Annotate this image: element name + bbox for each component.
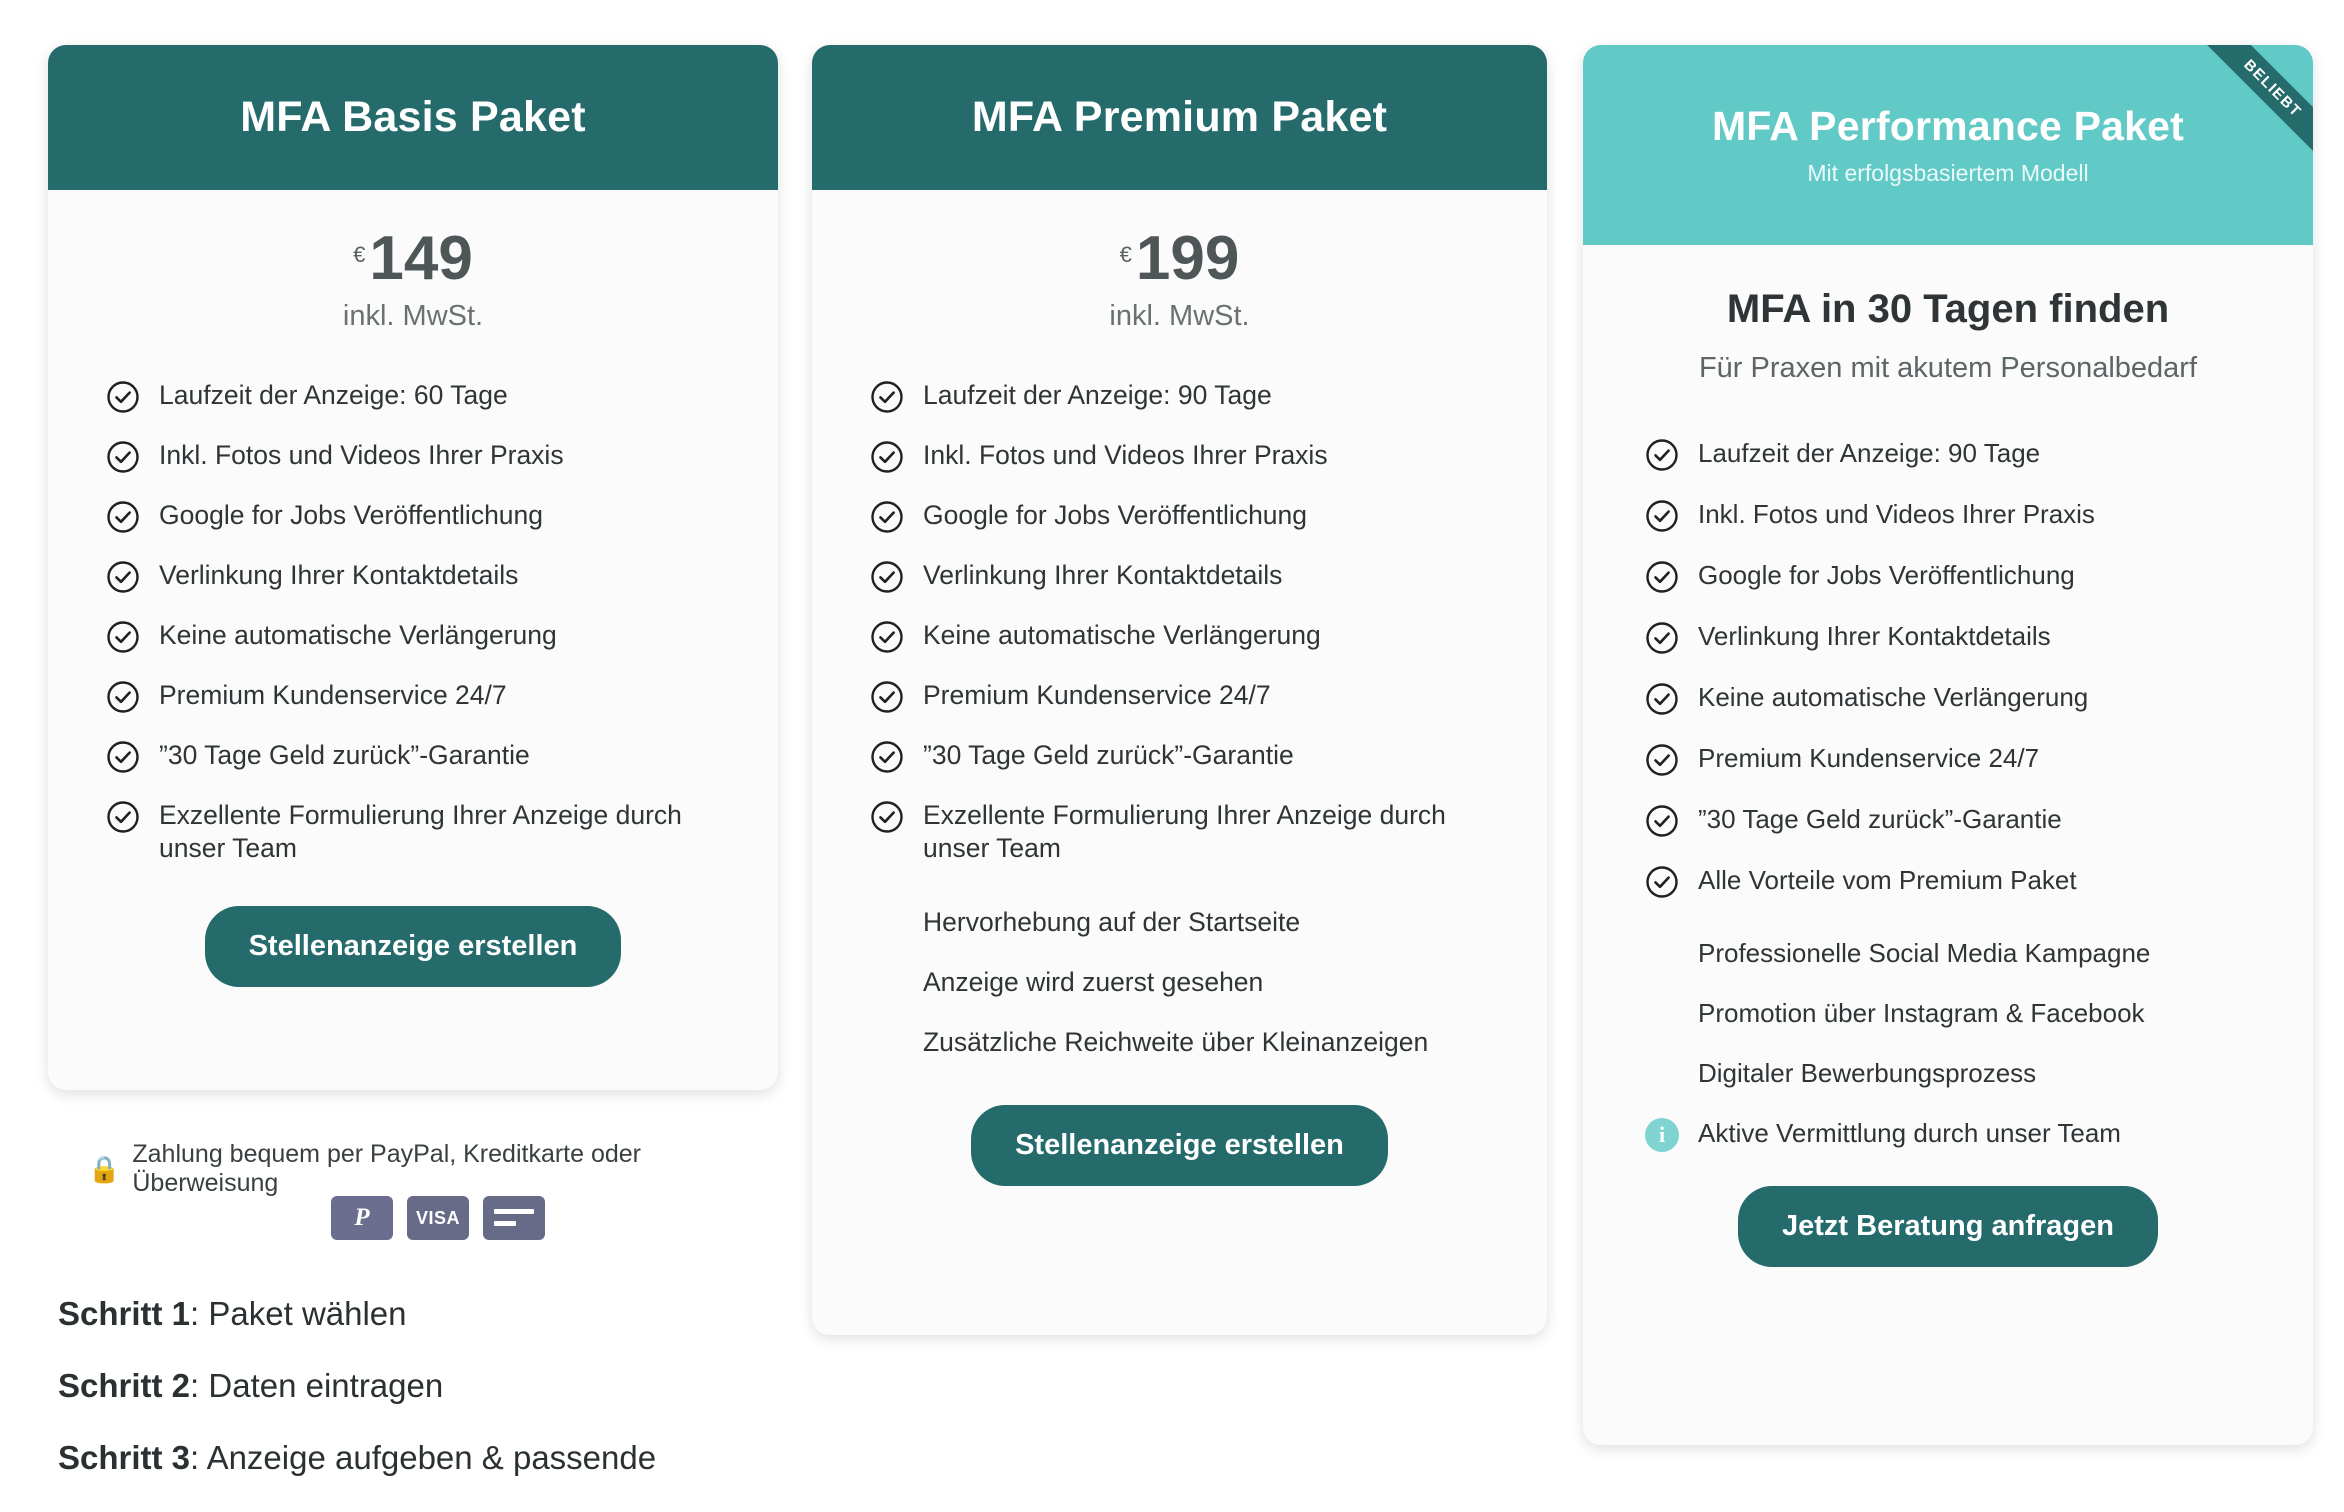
performance-headline: MFA in 30 Tagen finden bbox=[1726, 287, 2170, 331]
list-item bbox=[870, 439, 1507, 474]
feature-text: Inkl. Fotos und Videos Ihrer Praxis bbox=[923, 440, 1328, 470]
check-circle-icon bbox=[106, 440, 140, 474]
step-3 bbox=[58, 1439, 818, 1477]
card-header-premium bbox=[812, 45, 1547, 190]
feature-text: Laufzeit der Anzeige: 90 Tage bbox=[923, 380, 1272, 410]
list-item bbox=[1645, 1057, 2277, 1092]
list-item bbox=[1645, 498, 2277, 533]
pricing-card-performance bbox=[1583, 45, 2313, 1445]
feature-list-performance bbox=[1583, 437, 2313, 899]
step-label: Schritt 3 bbox=[58, 1439, 191, 1476]
feature-text: Premium Kundenservice 24/7 bbox=[159, 680, 507, 710]
check-circle-icon bbox=[870, 680, 904, 714]
list-item bbox=[870, 966, 1507, 1001]
list-item bbox=[1645, 1117, 2277, 1152]
plus-icon bbox=[870, 907, 904, 941]
pricing-card-basis bbox=[48, 45, 778, 1090]
plus-icon bbox=[870, 967, 904, 1001]
list-item bbox=[870, 906, 1507, 941]
feature-text: Premium Kundenservice 24/7 bbox=[923, 680, 1271, 710]
list-item bbox=[870, 799, 1507, 866]
step-1 bbox=[58, 1295, 818, 1333]
extra-text: Promotion über Instagram & Facebook bbox=[1698, 998, 2145, 1028]
check-circle-icon bbox=[1645, 804, 1679, 838]
list-item bbox=[106, 559, 734, 594]
feature-text: ”30 Tage Geld zurück”-Garantie bbox=[923, 740, 1294, 770]
list-item bbox=[870, 499, 1507, 534]
popular-ribbon bbox=[2193, 45, 2313, 165]
list-item bbox=[1645, 559, 2277, 594]
list-item bbox=[1645, 864, 2277, 899]
create-job-ad-button-premium[interactable]: Stellenanzeige erstellen bbox=[971, 1105, 1388, 1186]
list-item bbox=[1645, 620, 2277, 655]
check-circle-icon bbox=[870, 380, 904, 414]
feature-text: Verlinkung Ihrer Kontaktdetails bbox=[159, 560, 519, 590]
feature-text: Google for Jobs Veröffentlichung bbox=[1698, 560, 2075, 590]
list-item bbox=[1645, 437, 2277, 472]
extra-text: Hervorhebung auf der Startseite bbox=[923, 906, 1301, 937]
plus-icon bbox=[1645, 938, 1679, 972]
pricing-card-premium bbox=[812, 45, 1547, 1335]
step-text: : Daten eintragen bbox=[190, 1367, 444, 1404]
check-circle-icon bbox=[870, 500, 904, 534]
extra-text: Anzeige wird zuerst gesehen bbox=[923, 966, 1264, 997]
cta-wrap-premium bbox=[812, 1105, 1547, 1186]
list-item bbox=[870, 679, 1507, 714]
package-title: MFA Premium Paket bbox=[971, 93, 1388, 141]
feature-text: Exzellente Formulierung Ihrer Anzeige durch unser Team bbox=[923, 800, 1446, 864]
feature-text: ”30 Tage Geld zurück”-Garantie bbox=[159, 740, 530, 770]
list-item bbox=[106, 739, 734, 774]
check-circle-icon bbox=[106, 380, 140, 414]
list-item bbox=[1645, 803, 2277, 838]
package-subtitle: Mit erfolgsbasiertem Modell bbox=[1807, 160, 2089, 186]
feature-text: Google for Jobs Veröffentlichung bbox=[159, 500, 544, 530]
check-circle-icon bbox=[106, 560, 140, 594]
currency-symbol: € bbox=[1119, 242, 1132, 267]
feature-text: Laufzeit der Anzeige: 90 Tage bbox=[1698, 438, 2041, 468]
paypal-logo bbox=[331, 1196, 393, 1240]
check-circle-icon bbox=[1645, 743, 1679, 777]
list-item bbox=[106, 379, 734, 414]
check-circle-icon bbox=[870, 560, 904, 594]
step-text: : Anzeige aufgeben & passende bbox=[190, 1439, 657, 1476]
payment-note bbox=[88, 1140, 788, 1198]
vat-note: inkl. MwSt. bbox=[342, 300, 484, 332]
step-text: : Paket wählen bbox=[190, 1295, 407, 1332]
currency-symbol: € bbox=[353, 242, 366, 267]
check-circle-icon bbox=[1645, 621, 1679, 655]
step-label: Schritt 1 bbox=[58, 1295, 191, 1332]
check-circle-icon bbox=[1645, 560, 1679, 594]
step-label: Schritt 2 bbox=[58, 1367, 191, 1404]
create-job-ad-button-basis[interactable]: Stellenanzeige erstellen bbox=[205, 906, 622, 987]
plus-icon bbox=[1645, 1058, 1679, 1092]
list-item bbox=[870, 1026, 1507, 1061]
list-item bbox=[1645, 681, 2277, 716]
cta-wrap-performance bbox=[1583, 1186, 2313, 1267]
check-circle-icon bbox=[870, 740, 904, 774]
list-item bbox=[870, 379, 1507, 414]
feature-text: Verlinkung Ihrer Kontaktdetails bbox=[1698, 621, 2051, 651]
feature-text: Premium Kundenservice 24/7 bbox=[1698, 743, 2040, 773]
feature-text: Verlinkung Ihrer Kontaktdetails bbox=[923, 560, 1283, 590]
info-text: Aktive Vermittlung durch unser Team bbox=[1698, 1118, 2121, 1148]
price-block-premium bbox=[812, 224, 1547, 333]
check-circle-icon bbox=[870, 620, 904, 654]
price-line bbox=[1119, 224, 1240, 293]
extra-list-premium bbox=[812, 906, 1547, 1061]
card-header-performance bbox=[1583, 45, 2313, 245]
plus-icon bbox=[870, 1027, 904, 1061]
status-badge: BELIEBT bbox=[2196, 45, 2313, 165]
price-amount: 199 bbox=[1135, 224, 1240, 293]
feature-text: Google for Jobs Veröffentlichung bbox=[923, 500, 1308, 530]
visa-logo-label: VISA bbox=[415, 1207, 460, 1228]
visa-logo bbox=[407, 1196, 469, 1240]
check-circle-icon bbox=[106, 500, 140, 534]
card-header-basis bbox=[48, 45, 778, 190]
check-circle-icon bbox=[870, 800, 904, 834]
check-circle-icon bbox=[1645, 682, 1679, 716]
list-item bbox=[106, 499, 734, 534]
extra-list-performance bbox=[1583, 937, 2313, 1152]
list-item bbox=[1645, 937, 2277, 972]
paypal-logo-label: P bbox=[354, 1204, 370, 1231]
check-circle-icon bbox=[106, 800, 140, 834]
feature-text: Alle Vorteile vom Premium Paket bbox=[1698, 865, 2077, 895]
list-item bbox=[106, 619, 734, 654]
feature-text: Laufzeit der Anzeige: 60 Tage bbox=[159, 380, 508, 410]
price-block-basis bbox=[48, 224, 778, 333]
check-circle-icon bbox=[106, 740, 140, 774]
creditcard-logo bbox=[483, 1196, 545, 1240]
price-amount: 149 bbox=[369, 224, 473, 293]
feature-text: Inkl. Fotos und Videos Ihrer Praxis bbox=[159, 440, 564, 470]
list-item bbox=[106, 439, 734, 474]
list-item bbox=[870, 619, 1507, 654]
list-item bbox=[870, 739, 1507, 774]
check-circle-icon bbox=[106, 680, 140, 714]
extra-text: Digitaler Bewerbungsprozess bbox=[1698, 1058, 2037, 1088]
steps-list bbox=[58, 1295, 818, 1511]
performance-tagline: Für Praxen mit akutem Personalbedarf bbox=[1698, 352, 2198, 384]
payment-logos bbox=[88, 1196, 788, 1240]
check-circle-icon bbox=[1645, 499, 1679, 533]
list-item bbox=[1645, 997, 2277, 1032]
feature-text: Keine automatische Verlängerung bbox=[1698, 682, 2089, 712]
feature-list-basis bbox=[48, 379, 778, 866]
step-2 bbox=[58, 1367, 818, 1405]
list-item bbox=[870, 559, 1507, 594]
feature-text: Keine automatische Verlängerung bbox=[923, 620, 1321, 650]
request-consultation-button[interactable]: Jetzt Beratung anfragen bbox=[1738, 1186, 2158, 1267]
package-title: MFA Basis Paket bbox=[240, 93, 586, 141]
feature-text: Inkl. Fotos und Videos Ihrer Praxis bbox=[1698, 499, 2095, 529]
extra-text: Zusätzliche Reichweite über Kleinanzeigen bbox=[923, 1026, 1429, 1057]
check-circle-icon bbox=[870, 440, 904, 474]
check-circle-icon bbox=[1645, 438, 1679, 472]
extra-text: Professionelle Social Media Kampagne bbox=[1698, 938, 2151, 968]
feature-list-premium bbox=[812, 379, 1547, 866]
list-item bbox=[1645, 742, 2277, 777]
plus-icon bbox=[1645, 998, 1679, 1032]
cta-wrap-basis bbox=[48, 906, 778, 987]
list-item bbox=[106, 679, 734, 714]
feature-text: Keine automatische Verlängerung bbox=[159, 620, 557, 650]
check-circle-icon bbox=[106, 620, 140, 654]
info-icon: i bbox=[1645, 1118, 1679, 1152]
vat-note: inkl. MwSt. bbox=[1109, 300, 1250, 332]
payment-note-text: Zahlung bequem per PayPal, Kreditkarte oder Überweisung bbox=[132, 1140, 642, 1197]
lock-icon: 🔒 bbox=[88, 1153, 121, 1184]
feature-text: ”30 Tage Geld zurück”-Garantie bbox=[1698, 804, 2062, 834]
package-title: MFA Performance Paket bbox=[1711, 103, 2185, 149]
price-line bbox=[353, 224, 473, 293]
check-circle-icon bbox=[1645, 865, 1679, 899]
feature-text: Exzellente Formulierung Ihrer Anzeige durch unser Team bbox=[159, 800, 682, 864]
list-item bbox=[106, 799, 734, 866]
